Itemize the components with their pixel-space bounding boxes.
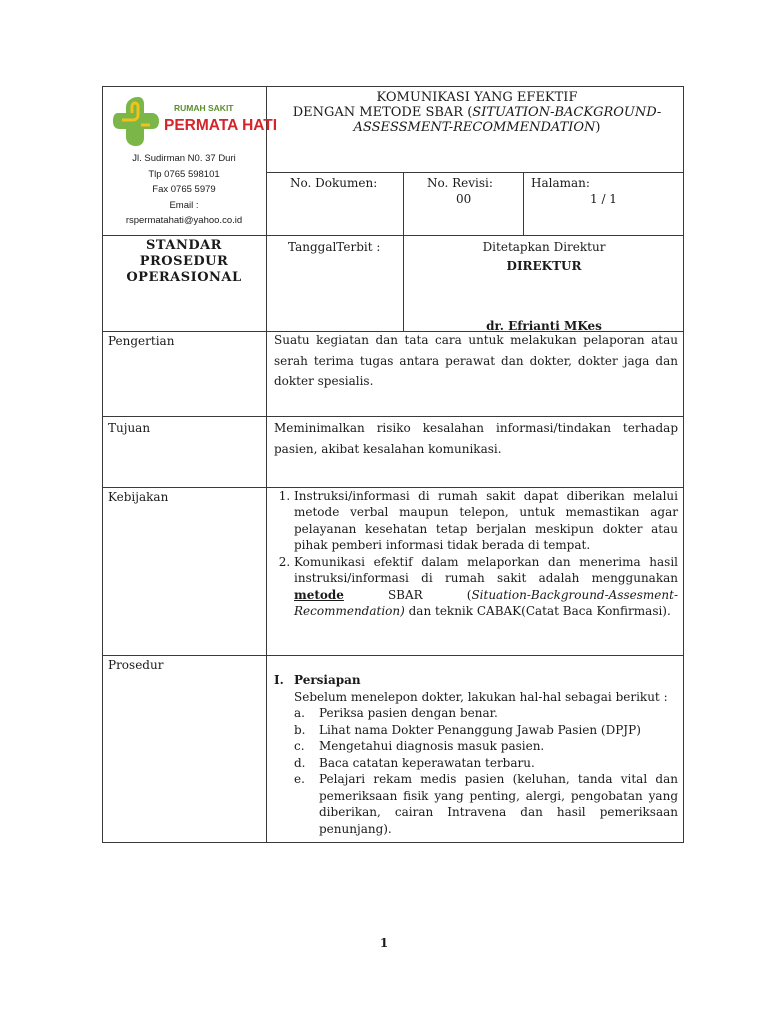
hospital-address: Jl. Sudirman N0. 37 Duri xyxy=(132,153,236,164)
pengertian-text: Suatu kegiatan dan tata cara untuk melakukan pelaporan atau serah terima tugas antara perawat dan dokter, dokter jaga dan dokter spesialis. xyxy=(274,333,678,388)
list-item: e. Pelajari rekam medis pasien (keluhan, tanda vital dan pemeriksaan fisik yang penting, alergi, pengobatan yang diberikan, cairan Intravena dan hasil pemeriksaan penunjang). xyxy=(294,772,678,836)
title-line-2: DENGAN METODE SBAR (SITUATION-BACKGROUND- xyxy=(292,105,662,120)
hospital-fax: Fax 0765 5979 xyxy=(152,184,216,195)
tanggal-terbit-label: TanggalTerbit : xyxy=(288,240,381,254)
column-divider xyxy=(266,86,267,843)
row-divider-prosedur xyxy=(102,655,684,656)
doc-col-divider-1 xyxy=(403,172,404,331)
sop-heading: STANDAR PROSEDUR OPERASIONAL xyxy=(126,238,242,285)
persiapan-list xyxy=(274,705,678,837)
table-border-left xyxy=(102,86,103,843)
no-revisi-label: No. Revisi: xyxy=(427,176,493,190)
row-divider-sop xyxy=(102,235,684,236)
ditetapkan-label: Ditetapkan Direktur xyxy=(482,240,606,254)
list-item: d. Baca catatan keperawatan terbaru. xyxy=(294,755,535,770)
list-item: b. Lihat nama Dokter Penanggung Jawab Pasien (DPJP) xyxy=(294,722,641,737)
prosedur-label: Prosedur xyxy=(108,658,164,672)
page-number: 1 xyxy=(379,936,389,950)
persiapan-intro: Sebelum menelepon dokter, lakukan hal-hal sebagai berikut : xyxy=(294,689,668,704)
svg-text:PERMATA HATI: PERMATA HATI xyxy=(164,117,278,134)
hospital-contact xyxy=(106,151,262,229)
signatory-name: dr. Efrianti MKes xyxy=(486,319,602,333)
table-border-right xyxy=(683,86,684,843)
kebijakan-label: Kebijakan xyxy=(108,490,169,504)
email-label: Email : xyxy=(169,199,199,211)
document-title xyxy=(276,90,678,135)
tujuan-text: Meminimalkan risiko kesalahan informasi/tindakan terhadap pasien, akibat kesalahan komunikasi. xyxy=(274,421,678,456)
kebijakan-list xyxy=(274,488,678,620)
no-dokumen-label: No. Dokumen: xyxy=(290,176,378,190)
tujuan-label: Tujuan xyxy=(108,421,151,435)
halaman-value: 1 / 1 xyxy=(590,192,617,206)
table-border-bottom xyxy=(102,842,684,843)
hospital-phone: Tlp 0765 598101 xyxy=(148,168,220,180)
title-line-3: ASSESSMENT-RECOMMENDATION) xyxy=(353,120,601,135)
list-item: a. Periksa pasien dengan benar. xyxy=(294,706,498,720)
hospital-email: rspermatahati@yahoo.co.id xyxy=(125,215,243,226)
row-divider-tujuan xyxy=(102,416,684,417)
kebijakan-item-2: 2. Komunikasi efektif dalam melaporkan dan menerima hasil instruksi/informasi di rumah sakit adalah menggunakan metode SBAR (Situation-Background-Assesment-Recommendation) dan teknik CABAK(Catat Baca Konfirmasi). xyxy=(294,554,678,619)
doc-col-divider-2 xyxy=(523,172,524,236)
hospital-logo xyxy=(112,95,278,147)
halaman-label: Halaman: xyxy=(531,176,590,190)
svg-text:RUMAH SAKIT: RUMAH SAKIT xyxy=(174,103,234,113)
persiapan-heading: I. Persiapan xyxy=(274,673,361,687)
pengertian-label: Pengertian xyxy=(108,334,175,348)
table-border-top xyxy=(102,86,684,87)
title-line-1: KOMUNIKASI YANG EFEKTIF xyxy=(376,90,578,105)
no-revisi-value: 00 xyxy=(456,192,472,206)
header-divider xyxy=(266,172,684,173)
list-item: c. Mengetahui diagnosis masuk pasien. xyxy=(294,739,545,753)
cross-heart-logo-icon xyxy=(112,95,278,147)
kebijakan-item-1: 1. Instruksi/informasi di rumah sakit dapat diberikan melalui metode verbal maupun telepon, untuk memastikan agar pelayanan kesehatan tetap berjalan meskipun dokter atau pihak pemberi informasi tidak berada di tempat. xyxy=(294,488,678,553)
direktur-label: DIREKTUR xyxy=(506,259,582,273)
prosedur-content xyxy=(274,672,678,837)
